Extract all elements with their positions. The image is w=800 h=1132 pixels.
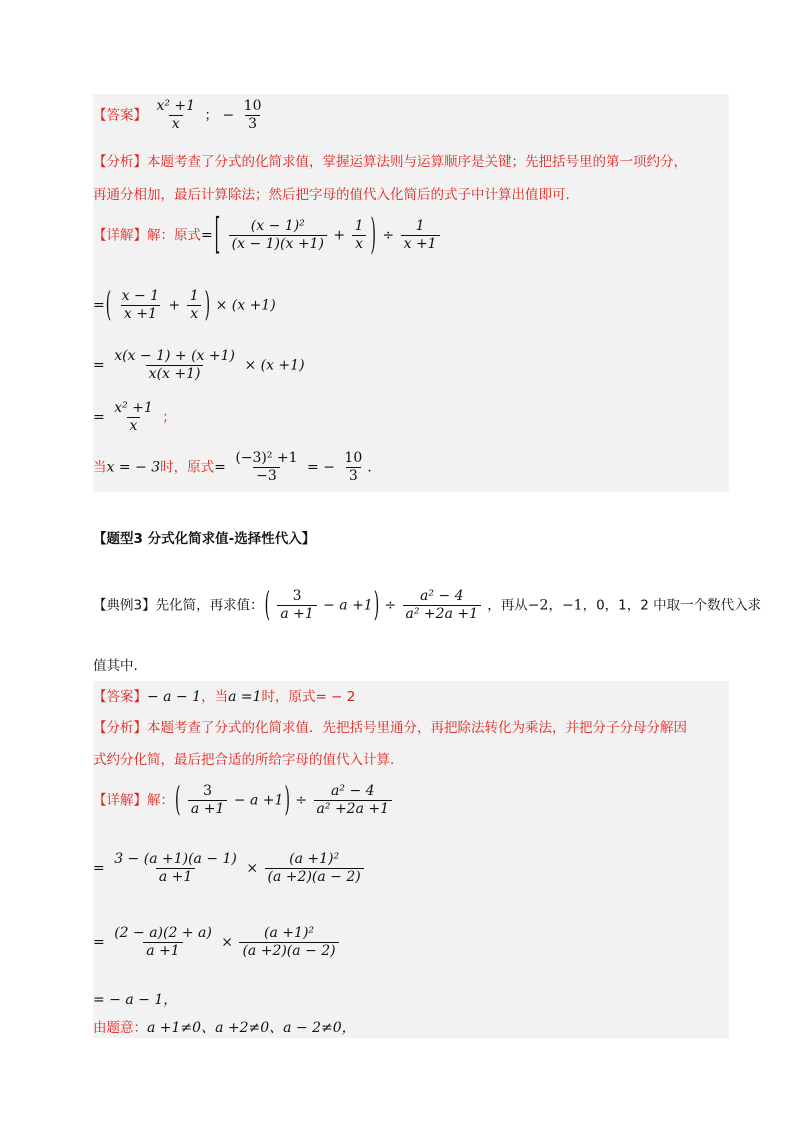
step2-fraction-1: $\frac{x - 1}{x +1}$ bbox=[121, 288, 160, 322]
analysis2-line-1: 【分析】本题考查了分式的化简求值．先把括号里通分，再把除法转化为乘法，并把分子分母分解因 bbox=[93, 720, 687, 736]
detail-line-3: = $\frac{x(x - 1) + (x +1)}{x(x +1)}$ × (x +1) bbox=[93, 348, 305, 382]
detail2-line-1: 【详解】解：( $\frac{3}{a +1}$ − a +1) ÷ $\frac{\text{a² − 4}}{\text{a² +2a +1}}$ bbox=[93, 783, 394, 818]
detail-line-4: = $\frac{\text{x² +1}}{x}$ ； bbox=[93, 400, 176, 434]
detail-line-2: =( $\frac{x - 1}{x +1}$ + $\frac{1}{x}$ ) × (x +1) bbox=[93, 286, 276, 325]
detail2-line-2: = $\frac{3 - (a +1)(a - 1)}{a +1}$ × $\frac{\text{(a +1)²}}{(a +2)(a - 2)}$ bbox=[93, 851, 366, 886]
solution-block-1 bbox=[93, 94, 729, 492]
evaluation-line: 当x = − 3时，原式= $\frac{\text{(−3)² +1}}{-3}$ = − $\frac{10}{3}$ . bbox=[93, 450, 372, 484]
analysis-line-2: 再通分相加，最后计算除法；然后把字母的值代入化简后的式子中计算出值即可. bbox=[93, 187, 570, 203]
step1-fraction-1: $\frac{\text{(x − 1)²}}{(x - 1)(x +1)}$ bbox=[229, 218, 327, 253]
step4-fraction: $\frac{\text{x² +1}}{x}$ bbox=[114, 400, 153, 434]
detail2-step2-fraction-1: $\frac{3 - (a +1)(a - 1)}{a +1}$ bbox=[114, 851, 237, 885]
example-line-2: 值其中. bbox=[93, 658, 138, 674]
analysis2-line-2: 式约分化简，最后把合适的所给字母的值代入计算. bbox=[93, 752, 395, 768]
example-fraction-1: $\frac{3}{a +1}$ bbox=[277, 588, 316, 623]
detail2-fraction-1: $\frac{3}{a +1}$ bbox=[188, 783, 227, 818]
analysis-line-1: 【分析】本题考查了分式的化简求值，掌握运算法则与运算顺序是关键；先把括号里的第一项约分， bbox=[93, 154, 687, 170]
solution-block-2 bbox=[93, 681, 729, 1038]
step1-fraction-2: $\frac{1}{x}$ bbox=[352, 218, 367, 253]
detail2-line-3: = $\frac{(2 - a)(2 + a)}{a +1}$ × $\frac{\text{(a +1)²}}{(a +2)(a - 2)}$ bbox=[93, 925, 341, 960]
answer-line: 【答案】 $\frac{\text{x² +1}}{x}$ ； − $\frac{10}{3}$ bbox=[93, 98, 266, 133]
condition-line: 由题意：a +1≠0、a +2≠0、a − 2≠0， bbox=[93, 1020, 356, 1036]
option-minus-1: −1 bbox=[561, 597, 583, 614]
detail-line-1: 【详解】解：原式= [ $\frac{\text{(x − 1)²}}{(x - 1)(x +1)}$ + $\frac{1}{x}$ ) ÷ $\frac{1}{x +1}$ bbox=[93, 218, 442, 253]
answer-value-fraction: $\frac{10}{3}$ bbox=[243, 98, 262, 132]
example-fraction-2: $\frac{\text{a² − 4}}{\text{a² +2a +1}}$ bbox=[403, 588, 481, 623]
answer-fraction: $\frac{\text{x² +1}}{x}$ bbox=[156, 98, 196, 132]
detail2-line-4: = − a − 1， bbox=[93, 992, 178, 1008]
detail2-step3-fraction-2: $\frac{\text{(a +1)²}}{(a +2)(a - 2)}$ bbox=[239, 925, 338, 960]
evaluation-result-fraction: $\frac{10}{3}$ bbox=[344, 450, 363, 484]
detail2-fraction-2: $\frac{\text{a² − 4}}{\text{a² +2a +1}}$ bbox=[314, 783, 392, 818]
step1-fraction-3: $\frac{1}{x +1}$ bbox=[401, 218, 440, 253]
step2-fraction-2: $\frac{1}{x}$ bbox=[187, 288, 202, 323]
answer-tag: 【答案】 bbox=[93, 107, 147, 124]
detail2-step3-fraction-1: $\frac{(2 - a)(2 + a)}{a +1}$ bbox=[114, 925, 212, 959]
step3-fraction: $\frac{x(x - 1) + (x +1)}{x(x +1)}$ bbox=[114, 348, 235, 382]
section-heading: 【题型3 分式化简求值-选择性代入】 bbox=[93, 531, 316, 547]
example-line-1: 【典例3】先化简，再求值：( $\frac{3}{a +1}$ − a +1) ÷ $\frac{\text{a² − 4}}{\text{a² +2a +1}}$ ，再从−2，−1，0，1，2 中取一个数代入求 bbox=[93, 586, 762, 625]
detail2-step2-fraction-2: $\frac{\text{(a +1)²}}{(a +2)(a - 2)}$ bbox=[265, 851, 364, 886]
evaluation-fraction: $\frac{\text{(−3)² +1}}{-3}$ bbox=[235, 450, 298, 484]
answer-line-2: 【答案】− a − 1，当a =1时，原式= − 2 bbox=[93, 689, 356, 705]
option-minus-2: −2 bbox=[527, 597, 549, 614]
